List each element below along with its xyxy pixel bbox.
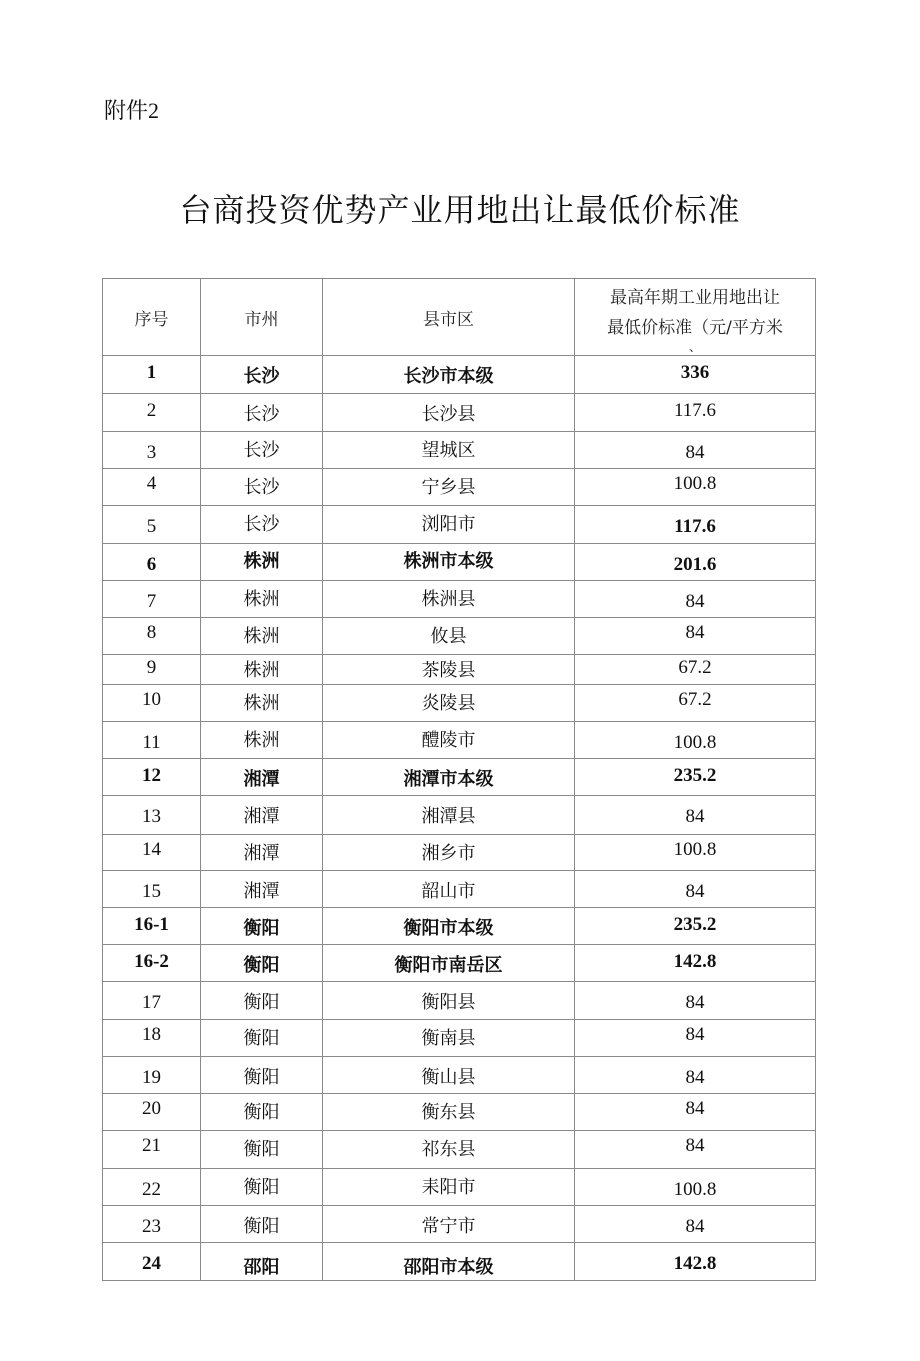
county-value: 常宁市 xyxy=(421,1216,476,1237)
cell-county xyxy=(323,1243,575,1281)
cell-price xyxy=(575,1169,816,1206)
cell-price xyxy=(575,655,816,685)
seq-value: 7 xyxy=(146,591,157,612)
table-row xyxy=(103,908,816,945)
cell-price xyxy=(575,469,816,506)
cell-seq xyxy=(103,618,201,655)
cell-city xyxy=(201,1094,323,1131)
price-value: 100.8 xyxy=(673,1179,717,1200)
city-value: 衡阳 xyxy=(243,955,280,976)
seq-value: 16-2 xyxy=(134,951,169,972)
cell-city xyxy=(201,835,323,871)
cell-price xyxy=(575,796,816,835)
table-row xyxy=(103,544,816,581)
county-value: 耒阳市 xyxy=(421,1177,476,1198)
cell-county xyxy=(323,1057,575,1094)
city-value: 株洲 xyxy=(243,626,280,647)
price-value: 235.2 xyxy=(673,914,717,935)
cell-county xyxy=(323,356,575,394)
city-value: 衡阳 xyxy=(243,992,280,1013)
county-value: 醴陵市 xyxy=(421,730,476,751)
cell-city xyxy=(201,722,323,759)
document-title: 台商投资优势产业用地出让最低价标准 xyxy=(179,191,741,229)
cell-price xyxy=(575,685,816,722)
cell-city xyxy=(201,685,323,722)
county-value: 浏阳市 xyxy=(421,514,476,535)
cell-county xyxy=(323,1131,575,1169)
seq-value: 24 xyxy=(142,1253,161,1274)
city-value: 衡阳 xyxy=(243,1102,280,1123)
cell-price xyxy=(575,722,816,759)
cell-price xyxy=(575,1243,816,1281)
county-value: 望城区 xyxy=(421,440,476,461)
cell-seq xyxy=(103,871,201,908)
cell-price xyxy=(575,1131,816,1169)
cell-county xyxy=(323,394,575,432)
price-value: 117.6 xyxy=(674,516,716,537)
cell-seq xyxy=(103,945,201,982)
table-row xyxy=(103,469,816,506)
cell-price xyxy=(575,871,816,908)
price-value: 67.2 xyxy=(678,689,712,710)
price-value: 336 xyxy=(680,362,710,383)
table-row xyxy=(103,759,816,796)
seq-value: 9 xyxy=(146,657,157,678)
table-row xyxy=(103,394,816,432)
city-value: 株洲 xyxy=(243,551,280,572)
cell-county xyxy=(323,655,575,685)
cell-county xyxy=(323,722,575,759)
seq-value: 22 xyxy=(142,1179,161,1200)
city-value: 衡阳 xyxy=(243,1139,280,1160)
cell-price xyxy=(575,1094,816,1131)
cell-county xyxy=(323,835,575,871)
cell-price xyxy=(575,835,816,871)
table-row xyxy=(103,871,816,908)
city-value: 长沙 xyxy=(243,514,280,535)
cell-county xyxy=(323,1020,575,1057)
cell-price xyxy=(575,1057,816,1094)
table-row xyxy=(103,1057,816,1094)
cell-price xyxy=(575,1206,816,1243)
table-row xyxy=(103,618,816,655)
county-value: 攸县 xyxy=(430,626,467,647)
seq-value: 18 xyxy=(142,1024,161,1045)
header-price-line3: 、 xyxy=(688,340,701,354)
cell-county xyxy=(323,432,575,469)
cell-seq xyxy=(103,1131,201,1169)
county-value: 衡阳市南岳区 xyxy=(394,955,503,976)
table-row xyxy=(103,796,816,835)
cell-city xyxy=(201,1020,323,1057)
seq-value: 5 xyxy=(146,516,157,537)
seq-value: 19 xyxy=(142,1067,161,1088)
seq-value: 10 xyxy=(142,689,161,710)
cell-city xyxy=(201,908,323,945)
county-value: 衡东县 xyxy=(421,1102,476,1123)
price-value: 100.8 xyxy=(673,839,717,860)
city-value: 长沙 xyxy=(243,404,280,425)
city-value: 邵阳 xyxy=(243,1257,280,1278)
county-value: 湘潭市本级 xyxy=(403,769,494,790)
cell-city xyxy=(201,655,323,685)
header-county: 县市区 xyxy=(323,279,575,356)
cell-seq xyxy=(103,908,201,945)
cell-county xyxy=(323,908,575,945)
cell-city xyxy=(201,581,323,618)
county-value: 邵阳市本级 xyxy=(403,1257,494,1278)
seq-value: 23 xyxy=(142,1216,161,1237)
cell-city xyxy=(201,506,323,544)
table-row xyxy=(103,982,816,1020)
cell-seq xyxy=(103,544,201,581)
city-value: 衡阳 xyxy=(243,1177,280,1198)
seq-value: 8 xyxy=(146,622,157,643)
cell-city xyxy=(201,759,323,796)
cell-price xyxy=(575,982,816,1020)
cell-seq xyxy=(103,1094,201,1131)
county-value: 祁东县 xyxy=(421,1139,476,1160)
cell-county xyxy=(323,759,575,796)
header-price xyxy=(575,279,816,356)
city-value: 株洲 xyxy=(243,589,280,610)
cell-county xyxy=(323,796,575,835)
cell-seq xyxy=(103,982,201,1020)
county-value: 衡南县 xyxy=(421,1028,476,1049)
cell-city xyxy=(201,871,323,908)
county-value: 衡山县 xyxy=(421,1067,476,1088)
table-row xyxy=(103,835,816,871)
table-row xyxy=(103,1169,816,1206)
county-value: 湘潭县 xyxy=(421,806,476,827)
price-value: 84 xyxy=(685,442,705,463)
cell-price xyxy=(575,432,816,469)
price-value: 84 xyxy=(685,591,705,612)
cell-price xyxy=(575,394,816,432)
city-value: 株洲 xyxy=(243,660,280,681)
cell-price xyxy=(575,581,816,618)
header-city: 市州 xyxy=(201,279,323,356)
city-value: 长沙 xyxy=(243,477,280,498)
header-seq: 序号 xyxy=(103,279,201,356)
city-value: 衡阳 xyxy=(243,1216,280,1237)
price-value: 142.8 xyxy=(673,951,717,972)
header-price-line2: 最低价标准（元/平方米 xyxy=(607,318,783,338)
cell-county xyxy=(323,982,575,1020)
price-value: 84 xyxy=(685,992,705,1013)
cell-price xyxy=(575,544,816,581)
cell-city xyxy=(201,1169,323,1206)
seq-value: 12 xyxy=(142,765,161,786)
price-value: 84 xyxy=(685,1135,705,1156)
cell-price xyxy=(575,908,816,945)
cell-city xyxy=(201,945,323,982)
price-value: 84 xyxy=(685,1067,705,1088)
price-value: 84 xyxy=(685,1098,705,1119)
cell-county xyxy=(323,945,575,982)
cell-seq xyxy=(103,469,201,506)
county-value: 衡阳市本级 xyxy=(403,918,494,939)
price-value: 67.2 xyxy=(678,657,712,678)
table-row xyxy=(103,506,816,544)
price-value: 201.6 xyxy=(673,554,717,575)
table-row xyxy=(103,1020,816,1057)
seq-value: 6 xyxy=(146,554,157,575)
cell-city xyxy=(201,618,323,655)
city-value: 株洲 xyxy=(243,693,280,714)
attachment-label: 附件2 xyxy=(104,98,160,123)
price-value: 117.6 xyxy=(673,400,717,421)
seq-value: 17 xyxy=(142,992,161,1013)
price-value: 142.8 xyxy=(673,1253,717,1274)
county-value: 衡阳县 xyxy=(421,992,476,1013)
table-row xyxy=(103,432,816,469)
seq-value: 13 xyxy=(142,806,161,827)
seq-value: 4 xyxy=(146,473,157,494)
cell-seq xyxy=(103,685,201,722)
cell-city xyxy=(201,544,323,581)
county-value: 长沙市本级 xyxy=(403,366,494,387)
city-value: 衡阳 xyxy=(243,1028,280,1049)
cell-seq xyxy=(103,1206,201,1243)
price-value: 100.8 xyxy=(673,473,717,494)
cell-county xyxy=(323,506,575,544)
cell-county xyxy=(323,581,575,618)
county-value: 湘乡市 xyxy=(421,843,476,864)
city-value: 长沙 xyxy=(243,366,280,387)
seq-value: 11 xyxy=(142,732,161,753)
table-row xyxy=(103,356,816,394)
cell-county xyxy=(323,1094,575,1131)
seq-value: 3 xyxy=(146,442,157,463)
cell-seq xyxy=(103,394,201,432)
seq-value: 16-1 xyxy=(134,914,169,935)
city-value: 衡阳 xyxy=(243,1067,280,1088)
county-value: 炎陵县 xyxy=(421,693,476,714)
cell-city xyxy=(201,1206,323,1243)
city-value: 衡阳 xyxy=(243,918,280,939)
price-value: 84 xyxy=(685,1216,705,1237)
cell-price xyxy=(575,945,816,982)
county-value: 株洲县 xyxy=(421,589,476,610)
city-value: 湘潭 xyxy=(243,843,280,864)
table-row xyxy=(103,1243,816,1281)
city-value: 株洲 xyxy=(243,730,280,751)
cell-county xyxy=(323,1206,575,1243)
cell-seq xyxy=(103,432,201,469)
cell-seq xyxy=(103,581,201,618)
price-value: 100.8 xyxy=(673,732,717,753)
cell-seq xyxy=(103,722,201,759)
land-price-table xyxy=(102,278,816,1281)
seq-value: 21 xyxy=(142,1135,161,1156)
cell-city xyxy=(201,1243,323,1281)
cell-city xyxy=(201,1131,323,1169)
county-value: 茶陵县 xyxy=(421,660,476,681)
cell-city xyxy=(201,796,323,835)
county-value: 宁乡县 xyxy=(421,477,476,498)
city-value: 湘潭 xyxy=(243,881,280,902)
cell-seq xyxy=(103,759,201,796)
cell-county xyxy=(323,544,575,581)
table-row xyxy=(103,945,816,982)
price-value: 235.2 xyxy=(673,765,717,786)
city-value: 湘潭 xyxy=(243,806,280,827)
cell-seq xyxy=(103,356,201,394)
table-row xyxy=(103,1206,816,1243)
seq-value: 1 xyxy=(146,362,157,383)
table-header-row xyxy=(103,279,816,356)
city-value: 长沙 xyxy=(243,440,280,461)
cell-county xyxy=(323,871,575,908)
cell-seq xyxy=(103,655,201,685)
county-value: 株洲市本级 xyxy=(403,551,494,572)
cell-price xyxy=(575,356,816,394)
table-row xyxy=(103,1094,816,1131)
cell-city xyxy=(201,394,323,432)
cell-price xyxy=(575,506,816,544)
table-row xyxy=(103,685,816,722)
table-row xyxy=(103,581,816,618)
cell-county xyxy=(323,685,575,722)
seq-value: 15 xyxy=(142,881,161,902)
price-value: 84 xyxy=(685,881,705,902)
cell-county xyxy=(323,469,575,506)
cell-price xyxy=(575,759,816,796)
county-value: 韶山市 xyxy=(421,881,476,902)
cell-city xyxy=(201,1057,323,1094)
seq-value: 14 xyxy=(142,839,161,860)
price-value: 84 xyxy=(685,806,705,827)
cell-city xyxy=(201,982,323,1020)
cell-seq xyxy=(103,796,201,835)
cell-seq xyxy=(103,506,201,544)
table-row xyxy=(103,655,816,685)
table-row xyxy=(103,1131,816,1169)
price-value: 84 xyxy=(685,1024,705,1045)
city-value: 湘潭 xyxy=(243,769,280,790)
cell-seq xyxy=(103,1243,201,1281)
cell-price xyxy=(575,1020,816,1057)
table-row xyxy=(103,722,816,759)
seq-value: 2 xyxy=(146,400,157,421)
cell-city xyxy=(201,432,323,469)
cell-seq xyxy=(103,1169,201,1206)
cell-seq xyxy=(103,1020,201,1057)
county-value: 长沙县 xyxy=(421,404,476,425)
cell-city xyxy=(201,356,323,394)
cell-seq xyxy=(103,835,201,871)
cell-city xyxy=(201,469,323,506)
cell-price xyxy=(575,618,816,655)
cell-seq xyxy=(103,1057,201,1094)
price-value: 84 xyxy=(685,622,705,643)
header-price-line1: 最高年期工业用地出让 xyxy=(610,288,780,308)
cell-county xyxy=(323,618,575,655)
cell-county xyxy=(323,1169,575,1206)
seq-value: 20 xyxy=(142,1098,161,1119)
